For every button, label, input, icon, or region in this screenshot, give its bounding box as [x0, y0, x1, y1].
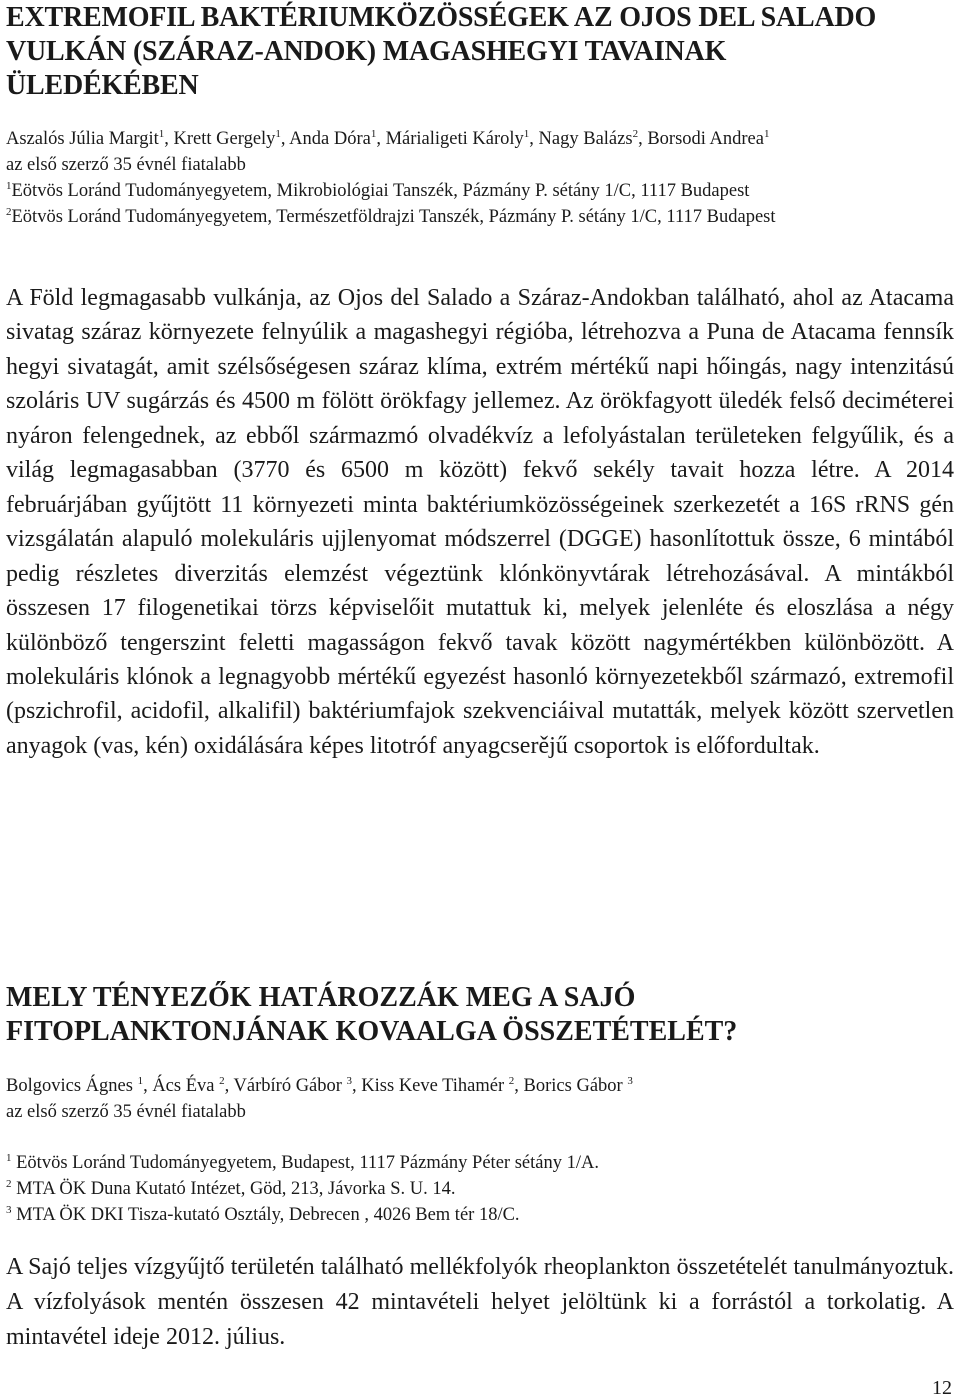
author-note: az első szerző 35 évnél fiatalabb — [6, 1102, 246, 1122]
affiliation: $^1$Eötvös Loránd Tudományegyetem, Mikrobiológiai Tanszék, Pázmány P. sétány 1/C, 1117 Budapest — [6, 179, 750, 201]
author-name: Kiss Keve Tihamér — [361, 1076, 505, 1096]
affiliation: $^1$ Eötvös Loránd Tudományegyetem, Budapest, 1117 Pázmány Péter sétány 1/A. — [6, 1151, 599, 1173]
article1-title — [6, 1, 954, 103]
author-name: Aszalós Júlia Margit — [6, 129, 159, 149]
page-number: 12 — [932, 1377, 952, 1399]
author-note: az első szerző 35 évnél fiatalabb — [6, 155, 246, 175]
title-line: EXTREMOFIL BAKTÉRIUMKÖZÖSSÉGEK AZ OJOS DEL SALADO — [6, 2, 877, 33]
article1-affiliations — [6, 178, 954, 230]
author-name: Nagy Balázs — [538, 129, 633, 149]
author-name: Várbíró Gábor — [233, 1076, 342, 1096]
article2-authors — [6, 1073, 954, 1125]
affiliation: $^2$Eötvös Loránd Tudományegyetem, Természetföldrajzi Tanszék, Pázmány P. sétány 1/C, 1117 Budapest — [6, 205, 776, 227]
article2-title — [6, 981, 954, 1049]
author-name: Krett Gergely — [173, 129, 276, 149]
author-name: Márialigeti Károly — [385, 129, 524, 149]
author-name: Borsodi Andrea — [647, 129, 764, 149]
article2-abstract: A Sajó teljes vízgyűjtő területén található mellékfolyók rheoplankton összetételét tanulmányoztuk. A vízfolyások mentén összesen 42 mintavételi helyet jelöltünk ki a forrástól a torkolatig. A mintavétel ideje 2012. július. — [6, 1254, 954, 1350]
article1-abstract: A Föld legmagasabb vulkánja, az Ojos del Salado a Száraz-Andokban található, ahol az Atacama sivatag száraz környezete felnyúlik a magashegyi régióba, létrehozva a Puna de Atacama fennsík hegyi sivatagát, amit szélsőségesen száraz klíma, extrém mértékű napi hőingás, nagy intenzitású szoláris UV sugárzás és 4500 m fölött örökfagy jellemez. Az örökfagyott üledék felső deciméterei nyáron felengednek, az ebből származmó olvadékvíz a lefolyástalan területeken felgyűlik, és a világ legmagasabban (3770 és 6500 m között) fekvő sekély tavait hozza létre. A 2014 februárjában gyűjtött 11 környezeti minta baktériumközösségeinek szerkezetét a 16S rRNS gén vizsgálatán alapuló molekuláris ujjlenyomat módszerrel (DGGE) hasonlítottuk össze, 6 mintából pedig részletes diverzitás elemzést végeztünk klónkönyvtárak létrehozásával. A mintákból összesen 17 filogenetikai törzs képviselőit mutattuk ki, melyek jelenléte és eloszlása a négy különböző tengerszint feletti magasságon fekvő tavak között nagymértékben különbözött. A molekuláris klónok a legnagyobb mértékű egyezést hasonló környezetekből származó, extremofil (pszichrofil, acidofil, alkalifil) baktériumfajok szekvenciáival mutatták, melyek között szervetlen anyagok (vas, kén) oxidálására képes litotróf anyagcserějű csoportok is előfordultak. — [6, 285, 954, 759]
author-name: Bolgovics Ágnes — [6, 1076, 133, 1096]
title-line: FITOPLANKTONJÁNAK KOVAALGA ÖSSZETÉTELÉT? — [6, 1016, 738, 1047]
title-line: ÜLEDÉKÉBEN — [6, 70, 199, 101]
author-name: Anda Dóra — [289, 129, 371, 149]
author-name: Ács Éva — [152, 1076, 215, 1096]
article1-authors — [6, 126, 954, 178]
author-list: Bolgovics Ágnes $^1$, Ács Éva $^2$, Várbíró Gábor $^3$, Kiss Keve Tihamér $^2$, Borics Gábor $^3$ — [6, 1074, 633, 1096]
author-list: Aszalós Júlia Margit$^1$, Krett Gergely$^1$, Anda Dóra$^1$, Márialigeti Károly$^1$, Nagy Balázs$^2$, Borsodi Andrea$^1$ — [6, 127, 770, 149]
title-line: MELY TÉNYEZŐK HATÁROZZÁK MEG A SAJÓ — [6, 982, 636, 1013]
title-line: VULKÁN (SZÁRAZ-ANDOK) MAGASHEGYI TAVAINAK — [6, 36, 727, 67]
affiliation: $^3$ MTA ÖK DKI Tisza-kutató Osztály, Debrecen , 4026 Bem tér 18/C. — [6, 1203, 520, 1225]
article2-affiliations — [6, 1150, 954, 1228]
affiliation: $^2$ MTA ÖK Duna Kutató Intézet, Göd, 213, Jávorka S. U. 14. — [6, 1177, 456, 1199]
author-name: Borics Gábor — [523, 1076, 623, 1096]
